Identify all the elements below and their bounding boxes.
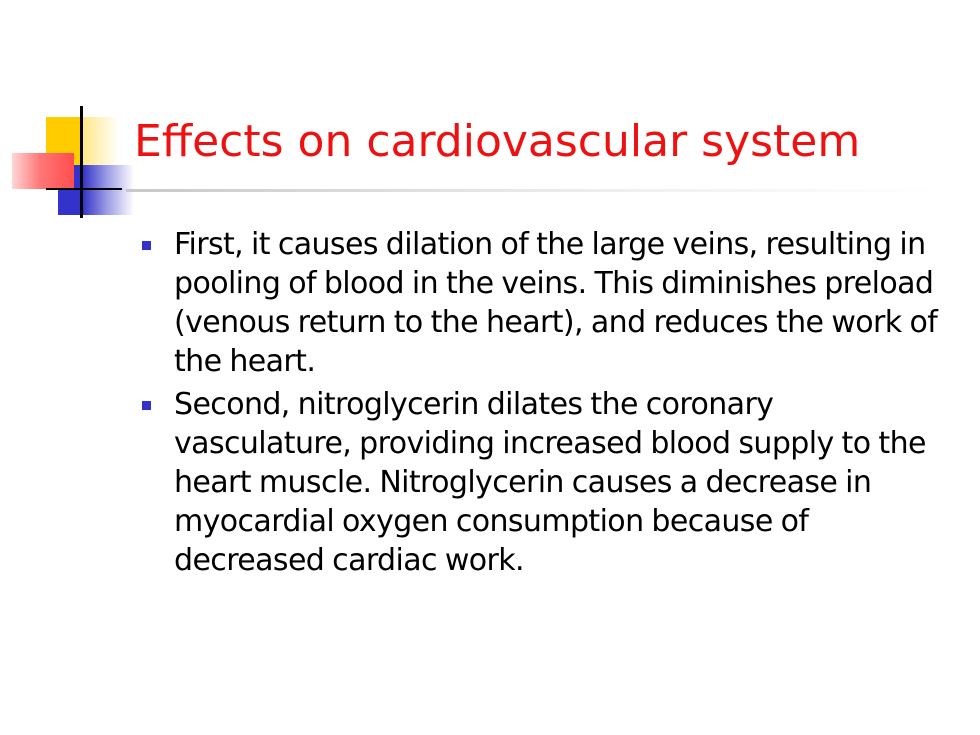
bullet-text: First, it causes dilation of the large veins, resulting in pooling of blood in the veins. This diminishes preload (venous return to the heart), and reduces the work of the heart. <box>174 227 938 379</box>
vertical-line-decoration <box>80 106 83 218</box>
slide-title: Effects on cardiovascular system <box>134 116 861 167</box>
yellow-fade-decoration <box>80 117 120 165</box>
bullet-item <box>136 225 956 381</box>
square-bullet-icon <box>142 401 151 410</box>
bullet-list <box>136 225 956 584</box>
red-bar-decoration <box>12 153 74 189</box>
horizontal-line-decoration <box>46 188 122 190</box>
square-bullet-icon <box>142 241 151 250</box>
title-underline <box>126 189 936 192</box>
bullet-text: Second, nitroglycerin dilates the coronary vasculature, providing increased blood supply to the heart muscle. Nitroglycerin causes a decrease in myocardial oxygen consumption because of decreased cardiac work. <box>174 387 926 578</box>
bullet-item <box>136 385 956 580</box>
